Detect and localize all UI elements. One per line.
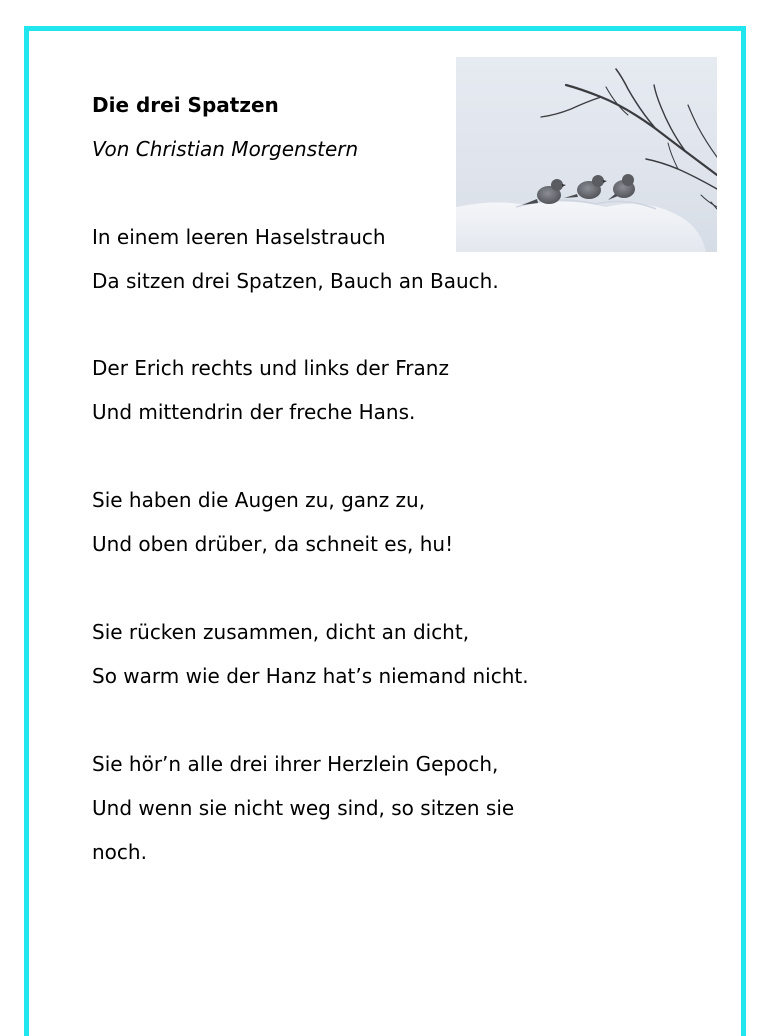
poem-line-8: So warm wie der Hanz hat’s niemand nicht. <box>92 664 529 688</box>
sparrows-photo <box>456 57 717 252</box>
poem-title: Die drei Spatzen <box>92 93 279 117</box>
poem-line-6: Und oben drüber, da schneit es, hu! <box>92 532 454 556</box>
poem-line-9: Sie hör’n alle drei ihrer Herzlein Gepoch, <box>92 752 499 776</box>
poem-line-11: noch. <box>92 840 147 864</box>
poem-line-3: Der Erich rechts und links der Franz <box>92 356 449 380</box>
poem-line-2: Da sitzen drei Spatzen, Bauch an Bauch. <box>92 269 499 293</box>
poem-line-10: Und wenn sie nicht weg sind, so sitzen sie <box>92 796 515 820</box>
poem-line-7: Sie rücken zusammen, dicht an dicht, <box>92 620 470 644</box>
poem-author: Von Christian Morgenstern <box>92 137 359 161</box>
poem-line-1: In einem leeren Haselstrauch <box>92 225 386 249</box>
poem-line-4: Und mittendrin der freche Hans. <box>92 400 416 424</box>
poem-line-5: Sie haben die Augen zu, ganz zu, <box>92 488 426 512</box>
